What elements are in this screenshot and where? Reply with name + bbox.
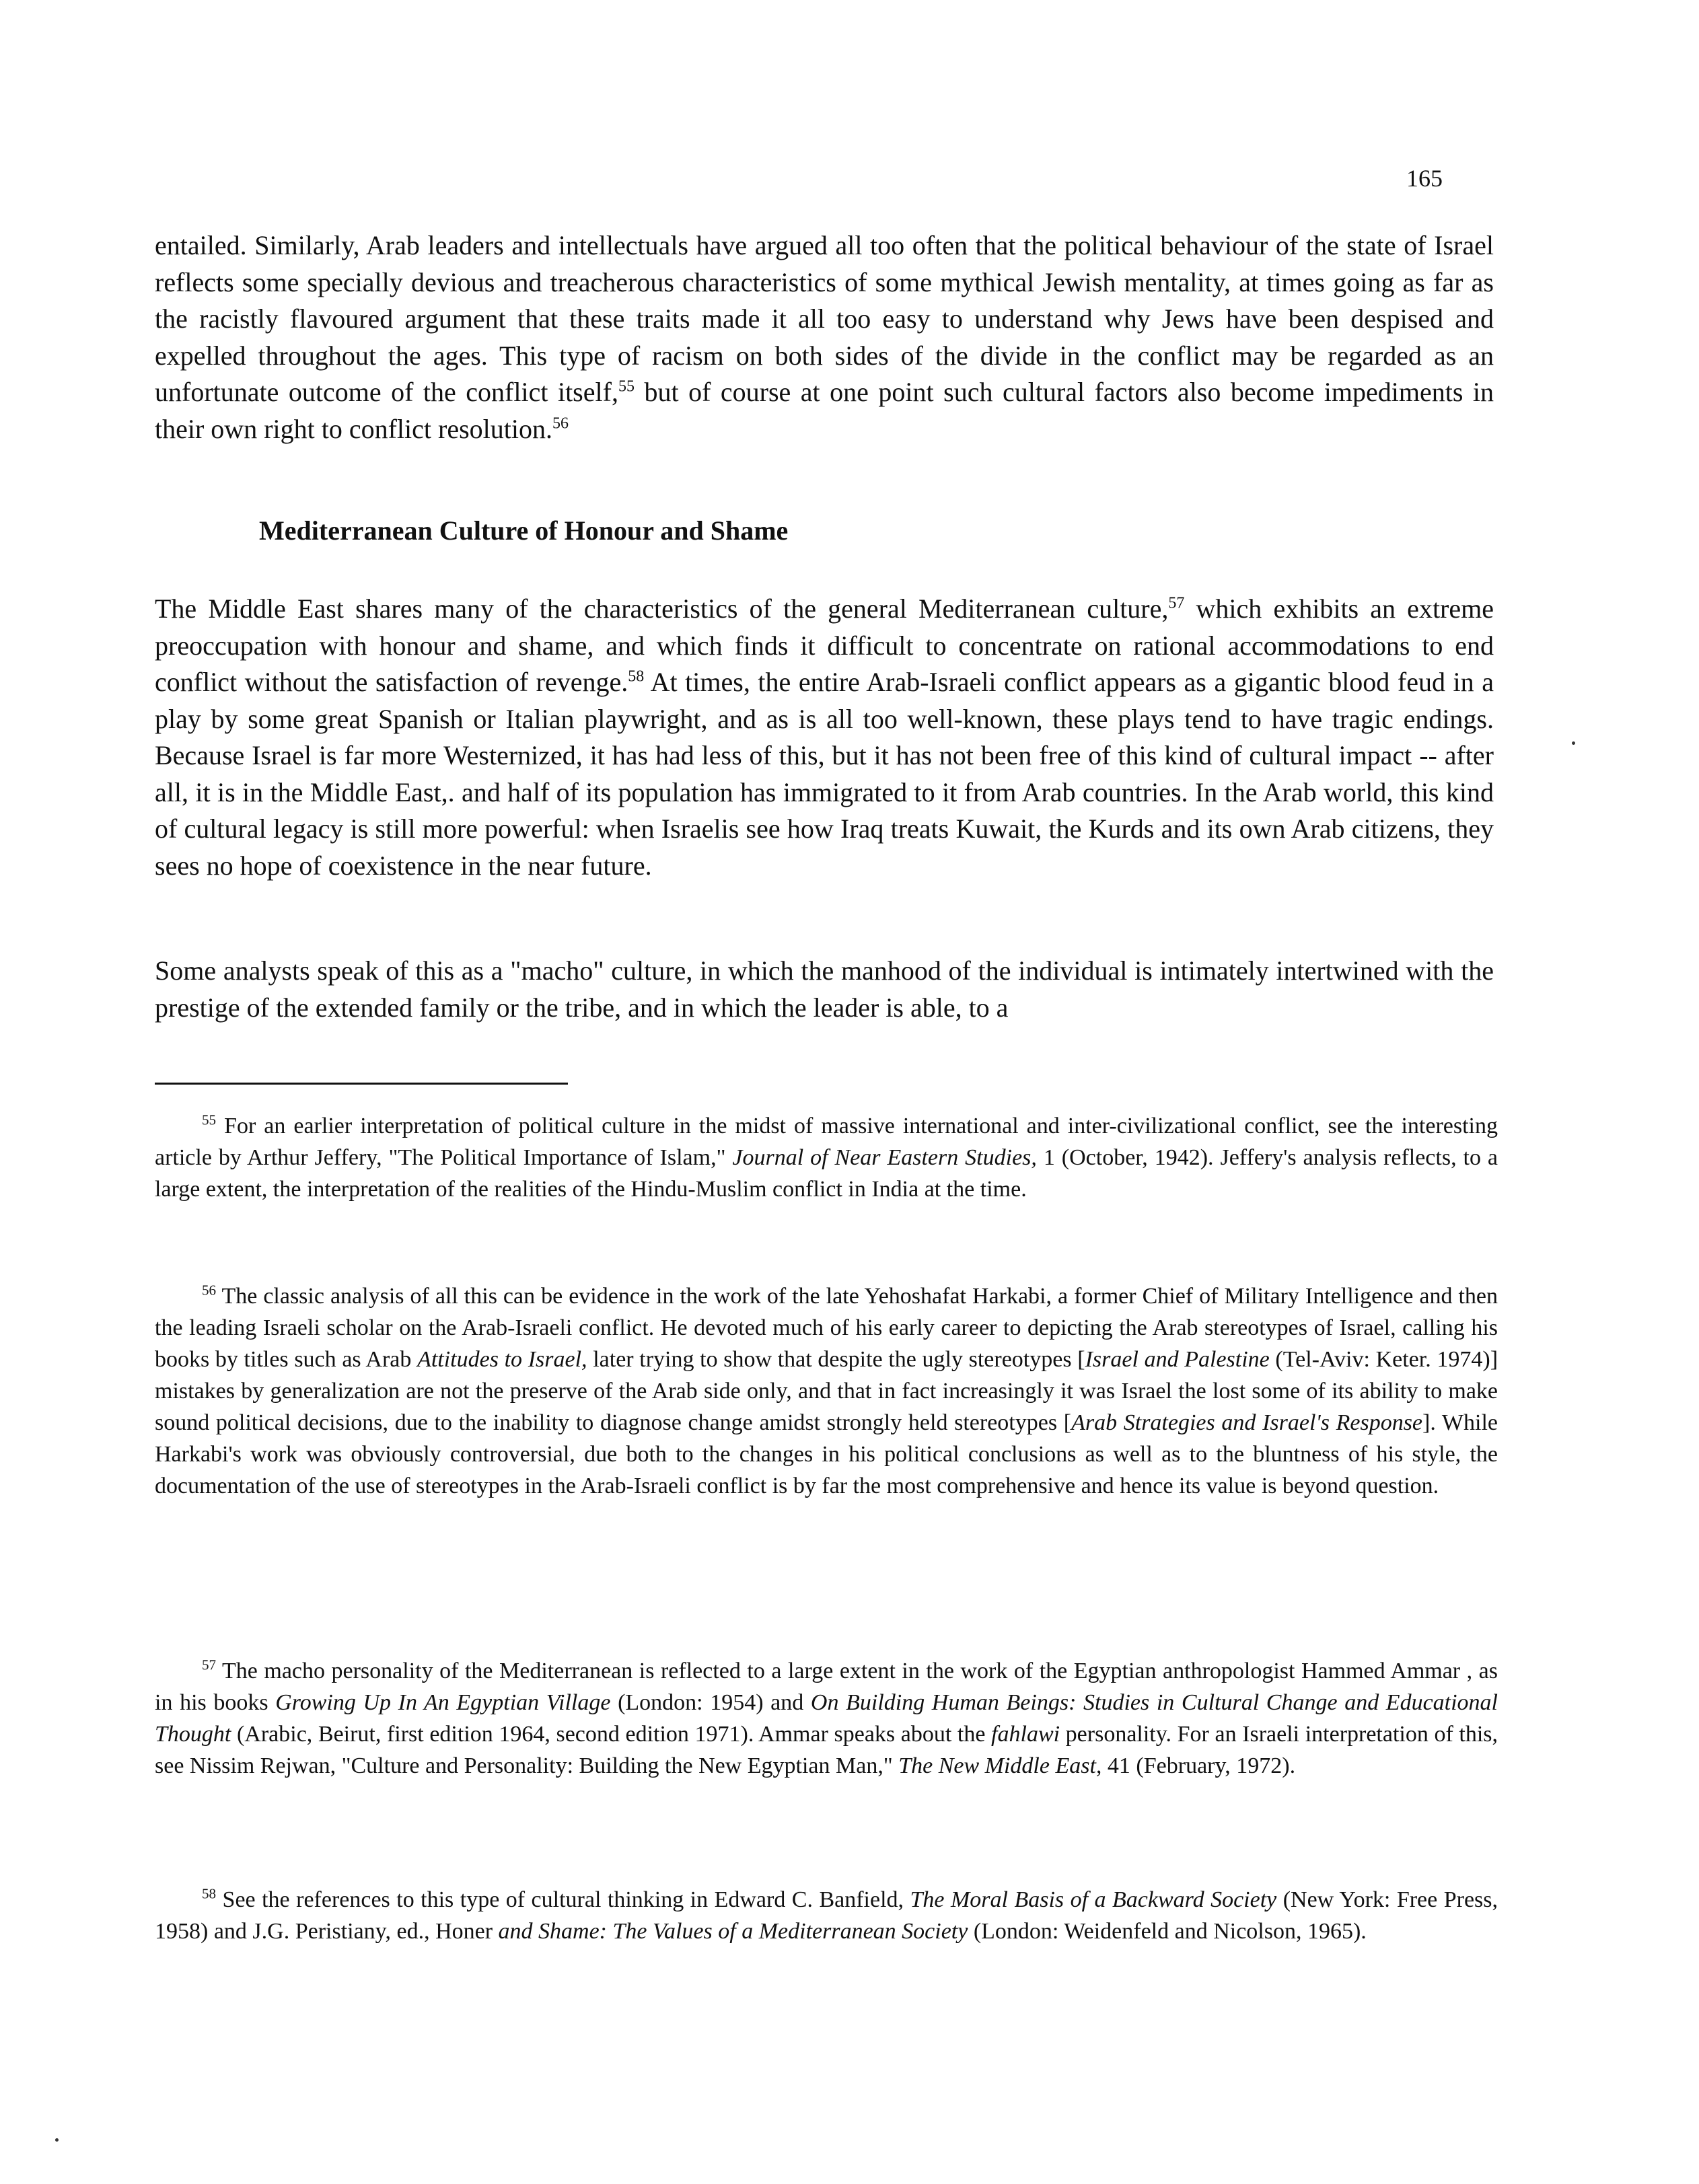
body-paragraph-1 — [155, 227, 1494, 447]
footnote-italic: Attitudes to Israel, — [417, 1347, 587, 1372]
footnote-italic: Journal of Near Eastern Studies, — [732, 1145, 1037, 1170]
section-heading: Mediterranean Culture of Honour and Shame — [259, 515, 789, 546]
footnote-text: (Tel-Aviv: Keter. 1974)] mistakes by generalization are not the preserve of the Arab side only, and that in fact increasingly it was Israel the lost some of its ability to make sound political decisions, due to the inability to diagnose change amidst strongly held stereotypes [ — [155, 1347, 1498, 1435]
footnote-ref-55: 55 — [618, 377, 635, 396]
body-paragraph-3 — [155, 953, 1494, 1026]
footnote-text: (London: 1954) and — [610, 1690, 811, 1715]
footnote-italic: Growing Up In An Egyptian Village — [275, 1690, 611, 1715]
footnote-mark: 56 — [202, 1282, 217, 1299]
footnote-separator — [155, 1083, 568, 1085]
footnote-ref-58: 58 — [628, 667, 645, 686]
scan-speck — [1572, 741, 1575, 745]
footnote-text: The classic analysis of all this can be evidence in the work of the late Yehoshafat Harkabi, a former Chief of Military Intelligence and then the leading Israeli scholar on the Arab-Israeli conflict. He devoted much of his early career to depicting the Arab stereotypes of Israel, calling his books by titles such as Arab — [155, 1284, 1498, 1372]
footnote-italic: The Moral Basis of a Backward Society — [910, 1887, 1277, 1912]
footnote-italic: On Building Human Beings: Studies in Cultural Change and Educational Thought — [155, 1690, 1498, 1747]
footnote-58 — [155, 1884, 1498, 1947]
footnote-ref-57: 57 — [1168, 594, 1185, 612]
footnote-text: later trying to show that despite the ugly stereotypes [ — [587, 1347, 1085, 1372]
footnote-mark: 55 — [202, 1112, 217, 1128]
paragraph-text: entailed. Similarly, Arab leaders and intellectuals have argued all too often that the political behaviour of the state of Israel reflects some specially devious and treacherous characteristics of some mythical Jewish mentality, at times going as far as the racistly flavoured argument that these traits made it all too easy to understand why Jews have been despised and expelled throughout the ages. This type of racism on both sides of the divide in the conflict may be regarded as an unfortunate outcome of the conflict itself, — [155, 230, 1494, 407]
footnote-italic: Israel and Palestine — [1085, 1347, 1270, 1372]
footnote-56 — [155, 1280, 1498, 1502]
footnote-text: (Arabic, Beirut, first edition 1964, second edition 1971). Ammar speaks about the — [231, 1722, 992, 1747]
body-paragraph-2 — [155, 591, 1494, 884]
footnote-mark: 57 — [202, 1657, 217, 1673]
footnote-ref-56: 56 — [552, 414, 569, 433]
footnote-text: 1 (October, 1942). Jeffery's analysis reflects, to a large extent, the interpretation of the realities of the Hindu-Muslim conflict in India at the time. — [155, 1145, 1498, 1202]
paragraph-text: which exhibits an extreme preoccupation with honour and shame, and which finds it difficult to concentrate on rational accommodations to end conflict without the satisfaction of revenge. — [155, 593, 1494, 697]
paragraph-text: At times, the entire Arab-Israeli conflict appears as a gigantic blood feud in a play by some great Spanish or Italian playwright, and as is all too well-known, these plays tend to have tragic endings. Because Israel is far more Westernized, it has had less of this, but it has not been free of this kind of cultural impact -- after all, it is in the Middle East,. and half of its population has immigrated to it from Arab countries. In the Arab world, this kind of cultural legacy is still more powerful: when Israelis see how Iraq treats Kuwait, the Kurds and its own Arab citizens, they sees no hope of coexistence in the near future. — [155, 667, 1494, 881]
footnote-text: See the references to this type of cultural thinking in Edward C. Banfield, — [216, 1887, 910, 1912]
scan-speck — [55, 2138, 59, 2142]
footnote-text: (London: Weidenfeld and Nicolson, 1965). — [968, 1919, 1367, 1944]
footnote-57 — [155, 1655, 1498, 1782]
page-number: 165 — [1406, 165, 1443, 192]
footnote-text: For an earlier interpretation of political culture in the midst of massive international and inter-civilizational conflict, see the interesting article by Arthur Jeffery, "The Political Importance of Islam," — [155, 1114, 1498, 1170]
footnote-italic: fahlawi — [991, 1722, 1060, 1747]
footnote-text: personality. For an Israeli interpretation of this, see Nissim Rejwan, "Culture and Personality: Building the New Egyptian Man," — [155, 1722, 1498, 1778]
paragraph-text: Some analysts speak of this as a "macho" culture, in which the manhood of the individual is intimately intertwined with the prestige of the extended family or the tribe, and in which the leader is able, to a — [155, 955, 1494, 1023]
footnote-text: 41 (February, 1972). — [1101, 1753, 1296, 1778]
footnote-55 — [155, 1110, 1498, 1205]
footnote-text: The macho personality of the Mediterranean is reflected to a large extent in the work of the Egyptian anthropologist Hammed Ammar , as in his books — [155, 1659, 1498, 1715]
footnote-italic: and Shame: The Values of a Mediterranean Society — [498, 1919, 968, 1944]
footnote-text: ]. While Harkabi's work was obviously controversial, due both to the changes in his political conclusions as well as to the bluntness of his style, the documentation of the use of stereotypes in the Arab-Israeli conflict is by far the most comprehensive and hence its value is beyond question. — [155, 1410, 1498, 1498]
paragraph-text: but of course at one point such cultural factors also become impediments in their own right to conflict resolution. — [155, 377, 1494, 444]
footnote-italic: Arab Strategies and Israel's Response — [1071, 1410, 1423, 1435]
paragraph-text: The Middle East shares many of the characteristics of the general Mediterranean culture, — [155, 593, 1169, 624]
footnote-text: (New York: Free Press, 1958) and J.G. Peristiany, ed., Honer — [155, 1887, 1498, 1944]
footnote-italic: The New Middle East, — [898, 1753, 1102, 1778]
footnote-mark: 58 — [202, 1885, 217, 1902]
